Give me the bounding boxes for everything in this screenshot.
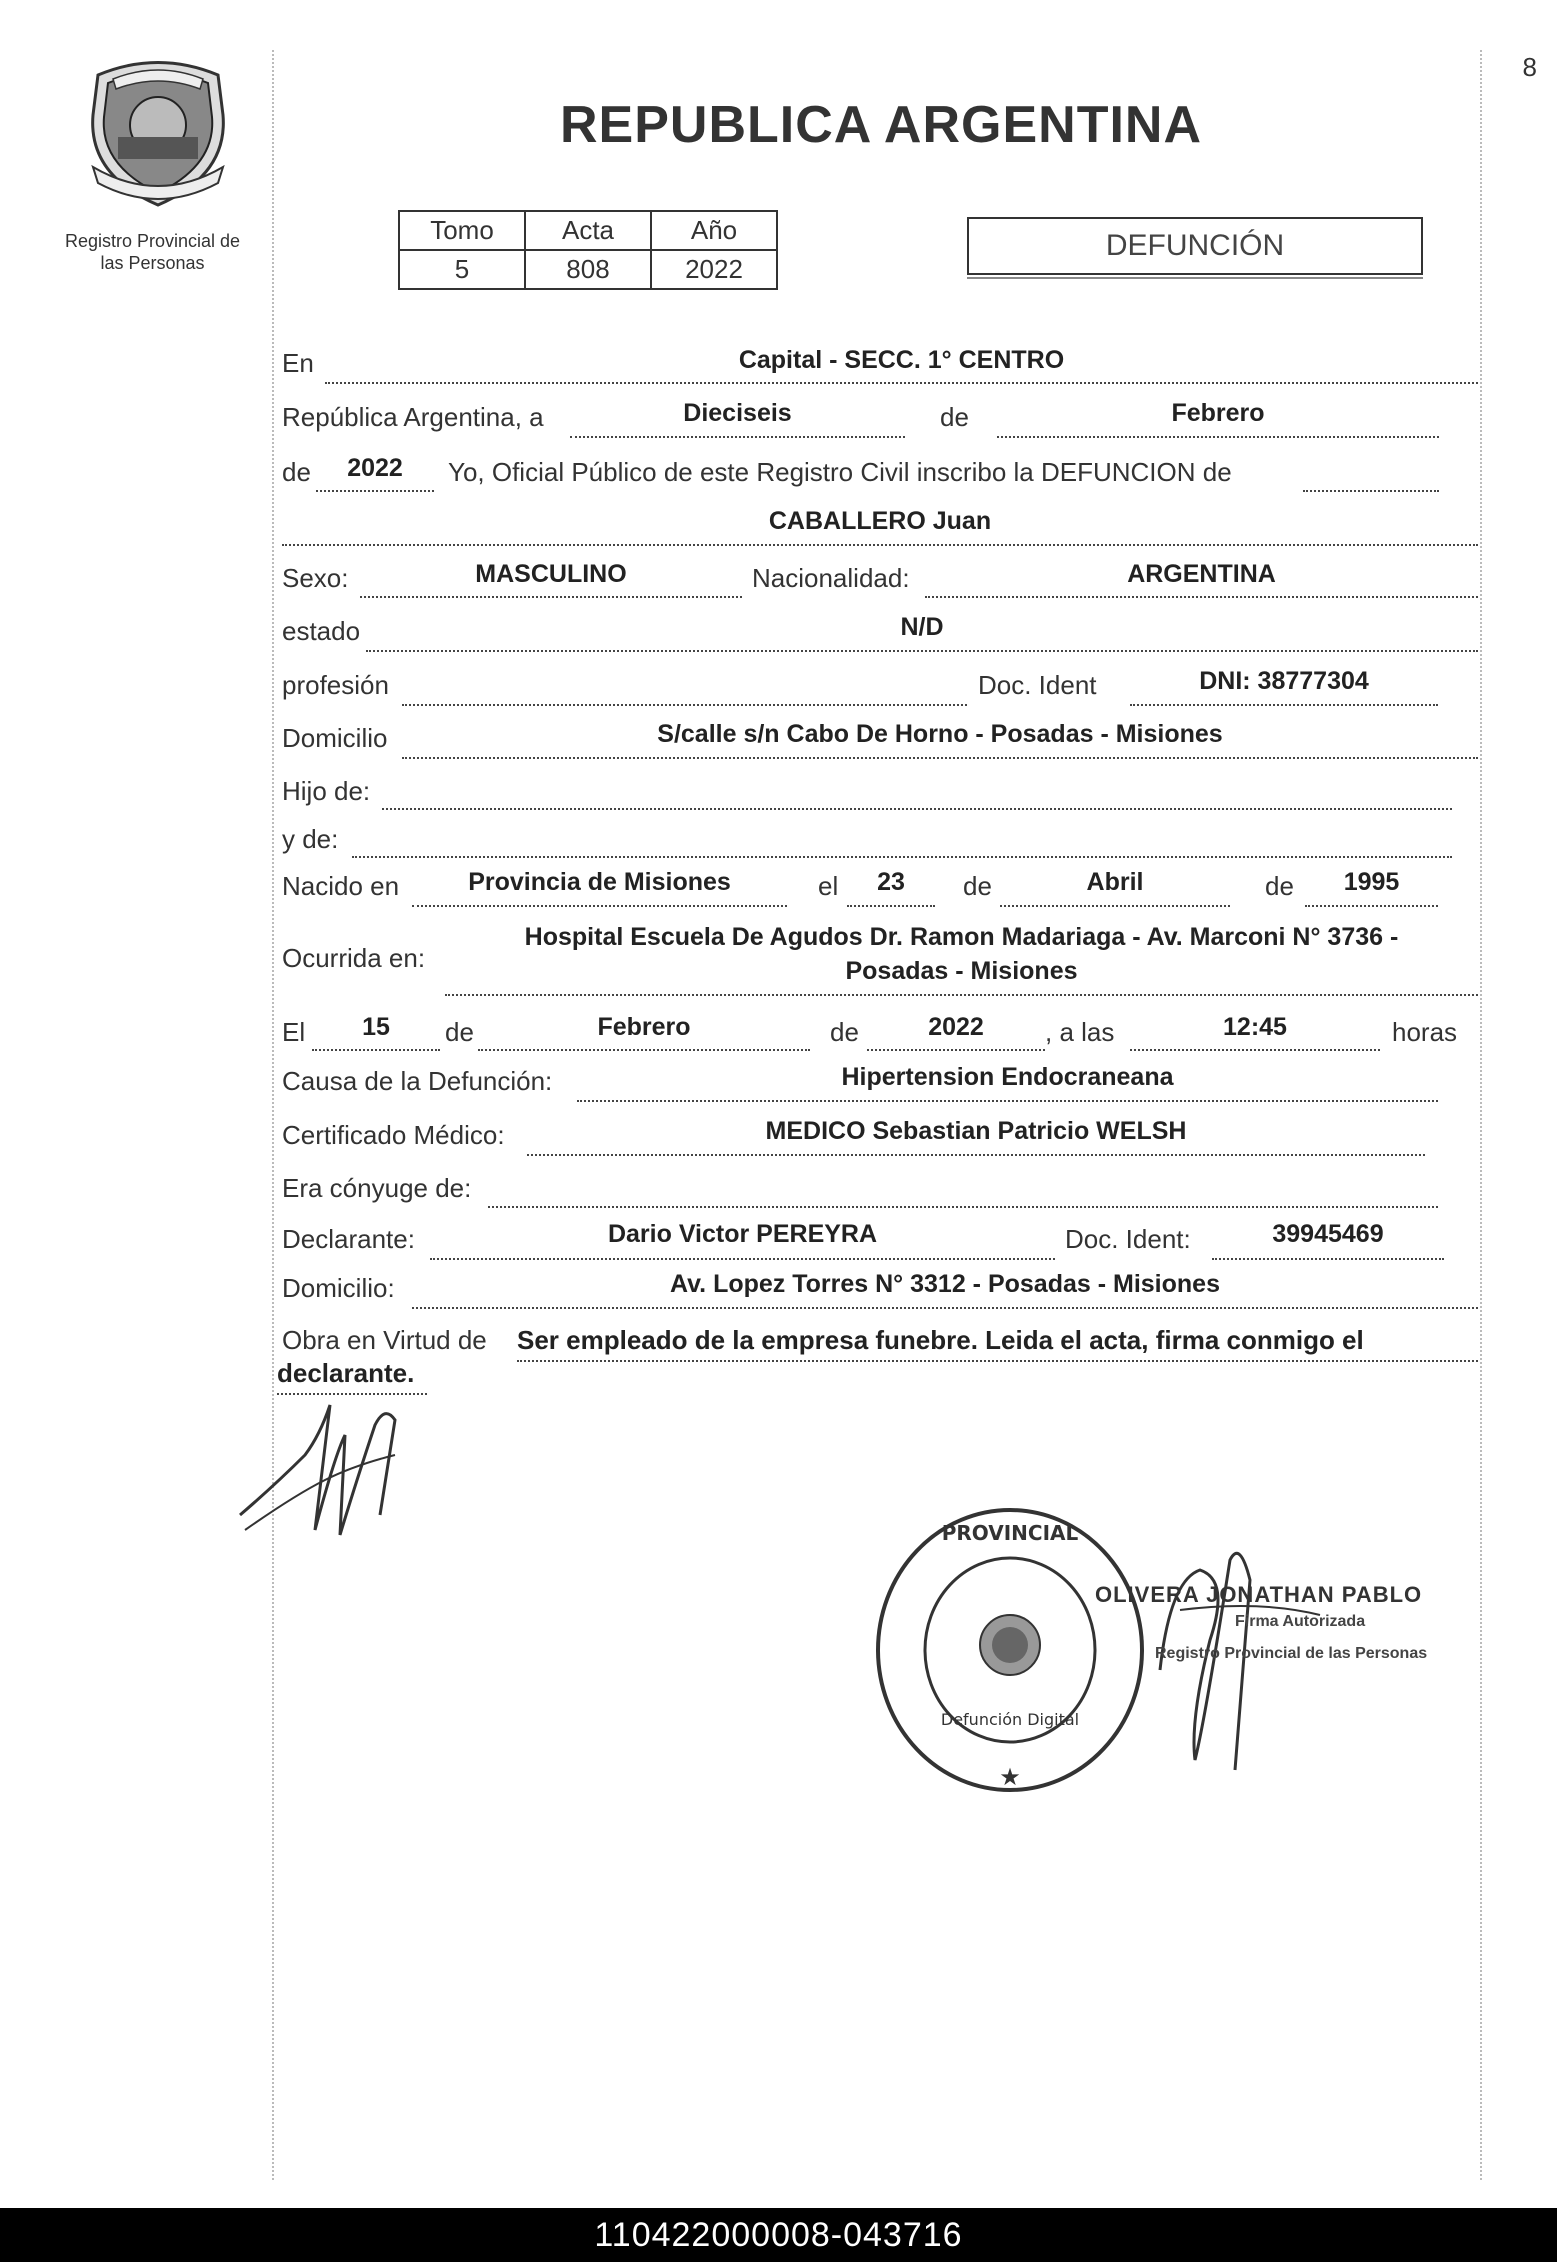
label-estado: estado — [282, 616, 361, 646]
official-registry: Registro Provincial de las Personas — [1155, 1645, 1428, 1662]
label-de-3: de — [963, 871, 992, 901]
value-lugar: Capital - SECC. 1° CENTRO — [738, 346, 1065, 374]
label-nacido-en: Nacido en — [282, 871, 400, 901]
dotline-def-anio — [867, 1049, 1045, 1051]
value-anio-registro: 2022 — [347, 454, 403, 482]
dotline-mes — [997, 436, 1439, 438]
dotline-nacido-anio — [1305, 905, 1438, 907]
svg-text:PROVINCIAL: PROVINCIAL — [941, 1521, 1079, 1545]
label-domicilio-2: Domicilio: — [282, 1273, 395, 1303]
dotline-conyuge — [488, 1206, 1438, 1208]
declarant-signature — [235, 1395, 425, 1540]
value-declarante: Dario Victor PEREYRA — [607, 1220, 878, 1248]
official-role: Firma Autorizada — [1235, 1613, 1366, 1630]
label-profesion: profesión — [282, 670, 389, 700]
value-ocurrida-linea-2: Posadas - Misiones — [845, 957, 1078, 985]
value-declarante-doc: 39945469 — [1272, 1220, 1384, 1248]
value-nacido-dia: 23 — [877, 868, 905, 896]
value-nombre: CABALLERO Juan — [768, 507, 992, 535]
dotline-nacido-dia — [847, 905, 935, 907]
dotline-profesion — [402, 704, 967, 706]
registry-label — [40, 230, 265, 274]
value-ocurrida-linea-1: Hospital Escuela De Agudos Dr. Ramon Madariaga - Av. Marconi N° 3736 - — [524, 923, 1399, 951]
dotline-dia — [570, 436, 905, 438]
label-en: En — [282, 348, 314, 378]
dotline-hijo-de — [382, 808, 1452, 810]
value-def-dia: 15 — [362, 1013, 390, 1041]
dotline-nombre — [282, 544, 1478, 546]
dotline-lugar — [325, 382, 1478, 384]
label-causa: Causa de la Defunción: — [282, 1066, 553, 1096]
svg-text:★: ★ — [999, 1763, 1021, 1791]
dotline-obra-1 — [517, 1360, 1478, 1362]
label-de-1: de — [940, 402, 969, 432]
tomo-acta-table — [398, 210, 778, 290]
record-type-box: DEFUNCIÓN — [967, 217, 1423, 275]
dotline-declarante-doc — [1212, 1258, 1444, 1260]
value-acta: 808 — [525, 250, 651, 289]
dotline-def-mes — [478, 1049, 810, 1051]
dotline-nacionalidad — [925, 596, 1478, 598]
label-y-de: y de: — [282, 824, 339, 854]
dotline-y-de — [352, 856, 1452, 858]
label-el-cap: El — [282, 1017, 306, 1047]
header-acta: Acta — [525, 211, 651, 250]
label-doc-ident-2: Doc. Ident: — [1065, 1224, 1191, 1254]
header-tomo: Tomo — [399, 211, 525, 250]
value-def-mes: Febrero — [597, 1013, 691, 1041]
dotline-nacido-lugar — [412, 905, 787, 907]
label-de-6: de — [830, 1017, 859, 1047]
label-horas: horas — [1392, 1017, 1458, 1047]
page-number: 8 — [1522, 52, 1537, 82]
registry-line-2: las Personas — [100, 253, 205, 273]
label-nacionalidad: Nacionalidad: — [752, 563, 910, 593]
label-hijo-de: Hijo de: — [282, 776, 371, 806]
document-code-bar: 110422000008-043716 — [0, 2208, 1557, 2262]
value-estado: N/D — [900, 613, 944, 641]
label-de-5: de — [445, 1017, 474, 1047]
dotline-estado — [366, 650, 1478, 652]
dotline-yo-tail — [1303, 490, 1439, 492]
value-tomo: 5 — [399, 250, 525, 289]
label-declarante: Declarante: — [282, 1224, 415, 1254]
dotline-sexo — [360, 596, 742, 598]
registry-line-1: Registro Provincial de — [64, 231, 241, 251]
dotline-dni — [1130, 704, 1438, 706]
label-ocurrida-en: Ocurrida en: — [282, 943, 426, 973]
value-nacido-mes: Abril — [1086, 868, 1144, 896]
dotline-certificado — [527, 1154, 1425, 1156]
label-a-las: , a las — [1045, 1017, 1115, 1047]
value-def-hora: 12:45 — [1223, 1013, 1287, 1041]
value-domicilio: S/calle s/n Cabo De Horno - Posadas - Misiones — [657, 720, 1223, 748]
label-de-4: de — [1265, 871, 1294, 901]
dotline-def-hora — [1130, 1049, 1380, 1051]
dotline-anio — [316, 490, 434, 492]
label-certificado: Certificado Médico: — [282, 1120, 505, 1150]
provincia-misiones-seal — [78, 55, 238, 210]
value-sexo: MASCULINO — [475, 560, 627, 588]
label-yo-oficial: Yo, Oficial Público de este Registro Civil inscribo la DEFUNCION de — [448, 457, 1232, 487]
left-margin-rule — [272, 50, 274, 2180]
label-republica: República Argentina, a — [282, 402, 544, 432]
dotline-ocurrida — [445, 994, 1478, 996]
value-obra-linea-2: declarante. — [277, 1358, 415, 1388]
label-de-2: de — [282, 457, 311, 487]
official-name: OLIVERA JONATHAN PABLO — [1095, 1582, 1423, 1607]
label-domicilio: Domicilio — [282, 723, 388, 753]
label-sexo: Sexo: — [282, 563, 349, 593]
header-anio: Año — [651, 211, 777, 250]
label-conyuge: Era cónyuge de: — [282, 1173, 472, 1203]
value-def-anio: 2022 — [928, 1013, 984, 1041]
document-title: REPUBLICA ARGENTINA — [560, 96, 1203, 154]
dotline-nacido-mes — [1000, 905, 1230, 907]
svg-text:Defunción Digital: Defunción Digital — [940, 1710, 1080, 1729]
dotline-declarante — [430, 1258, 1055, 1260]
right-margin-rule — [1480, 50, 1482, 2180]
value-causa: Hipertension Endocraneana — [841, 1063, 1174, 1091]
value-declarante-domicilio: Av. Lopez Torres N° 3312 - Posadas - Misiones — [670, 1270, 1220, 1298]
value-mes: Febrero — [1171, 399, 1265, 427]
value-nacionalidad: ARGENTINA — [1127, 560, 1276, 588]
value-obra-linea-1: Ser empleado de la empresa funebre. Leida el acta, firma conmigo el — [517, 1325, 1364, 1355]
registry-stamp — [870, 1500, 1150, 1800]
label-el: el — [818, 871, 839, 901]
dotline-causa — [577, 1100, 1438, 1102]
value-dni: DNI: 38777304 — [1199, 667, 1369, 695]
label-obra: Obra en Virtud de — [282, 1325, 487, 1355]
value-dia: Dieciseis — [683, 399, 792, 427]
dotline-domicilio — [402, 757, 1478, 759]
value-nacido-lugar: Provincia de Misiones — [468, 868, 731, 896]
dotline-def-dia — [312, 1049, 440, 1051]
dotline-declarante-domicilio — [412, 1307, 1478, 1309]
value-nacido-anio: 1995 — [1343, 868, 1400, 896]
value-anio: 2022 — [651, 250, 777, 289]
label-doc-ident: Doc. Ident — [978, 670, 1097, 700]
value-certificado: MEDICO Sebastian Patricio WELSH — [765, 1117, 1187, 1145]
